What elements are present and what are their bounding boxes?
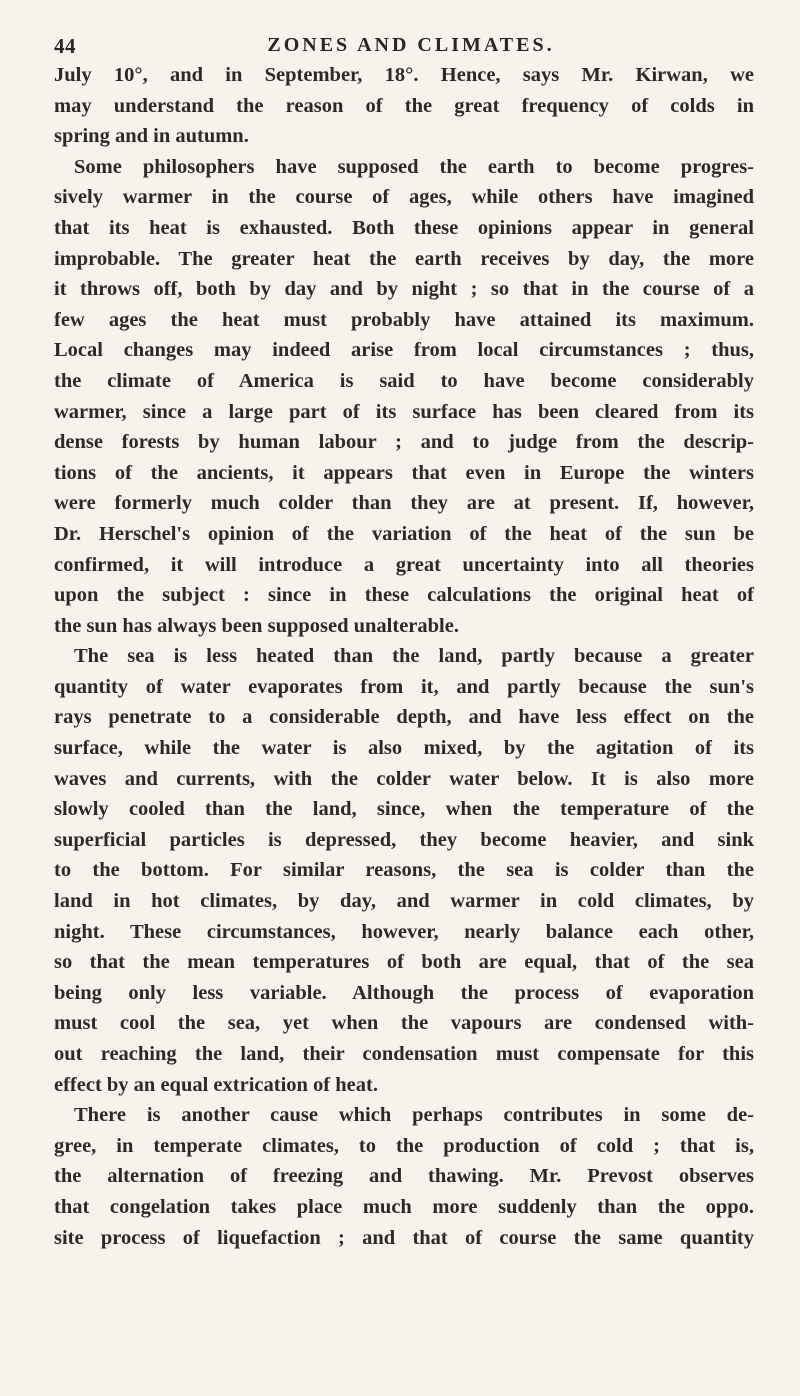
text-line: dense forests by human labour ; and to judge from the descrip- [54,431,754,454]
page-number: 44 [54,34,76,58]
page-header [52,28,748,64]
text-line: rays penetrate to a considerable depth, and have less effect on the [54,706,754,729]
text-line: surface, while the water is also mixed, by the agitation of its [54,737,754,760]
text-line: improbable. The greater heat the earth receives by day, the more [54,247,754,270]
text-line: tions of the ancients, it appears that even in Europe the winters [54,461,754,484]
text-line: July 10°, and in September, 18°. Hence, says Mr. Kirwan, we [54,64,754,86]
text-line: the sun has always been supposed unalterable. [54,614,459,637]
text-line: it throws off, both by day and by night ; so that in the course of a [54,278,754,301]
text-line: Some philosophers have supposed the earth to become progres- [74,155,754,178]
text-line: sively warmer in the course of ages, while others have imagined [54,186,754,209]
text-line: warmer, since a large part of its surface has been cleared from its [54,400,754,423]
running-title: ZONES AND CLIMATES. [267,34,555,56]
text-line: may understand the reason of the great frequency of colds in [54,94,754,117]
text-line: being only less variable. Although the process of evaporation [54,981,754,1004]
text-line: must cool the sea, yet when the vapours are condensed with- [54,1012,754,1035]
text-line: effect by an equal extrication of heat. [54,1073,378,1096]
text-line: confirmed, it will introduce a great uncertainty into all theories [54,553,754,576]
text-line: night. These circumstances, however, nearly balance each other, [54,920,754,943]
text-line: There is another cause which perhaps contributes in some de- [74,1104,754,1127]
text-line: spring and in autumn. [54,125,249,148]
text-line: the alternation of freezing and thawing. Mr. Prevost observes [54,1165,754,1188]
text-line: the climate of America is said to have become considerably [54,369,754,392]
text-line: Dr. Herschel's opinion of the variation of the heat of the sun be [54,522,754,545]
text-line: to the bottom. For similar reasons, the sea is colder than the [54,859,754,882]
text-line: site process of liquefaction ; and that of course the same quantity [54,1226,754,1249]
text-line: were formerly much colder than they are at present. If, however, [54,492,754,515]
text-line: land in hot climates, by day, and warmer in cold climates, by [54,890,754,913]
text-line: waves and currents, with the colder water below. It is also more [54,767,754,790]
text-line: gree, in temperate climates, to the production of cold ; that is, [54,1134,754,1157]
text-line: quantity of water evaporates from it, and partly because the sun's [54,675,754,698]
text-line: superficial particles is depressed, they become heavier, and sink [54,828,754,851]
text-line: out reaching the land, their condensation must compensate for this [54,1043,754,1065]
text-line: that congelation takes place much more suddenly than the oppo. [54,1195,754,1218]
body-text [54,60,754,1253]
text-line: so that the mean temperatures of both are equal, that of the sea [54,951,754,974]
text-line: The sea is less heated than the land, partly because a greater [74,645,754,668]
text-line: that its heat is exhausted. Both these opinions appear in general [54,216,754,239]
text-line: slowly cooled than the land, since, when the temperature of the [54,798,754,821]
text-line: Local changes may indeed arise from local circumstances ; thus, [54,339,754,362]
text-line: upon the subject : since in these calculations the original heat of [54,584,754,607]
text-line: few ages the heat must probably have attained its maximum. [54,308,754,331]
